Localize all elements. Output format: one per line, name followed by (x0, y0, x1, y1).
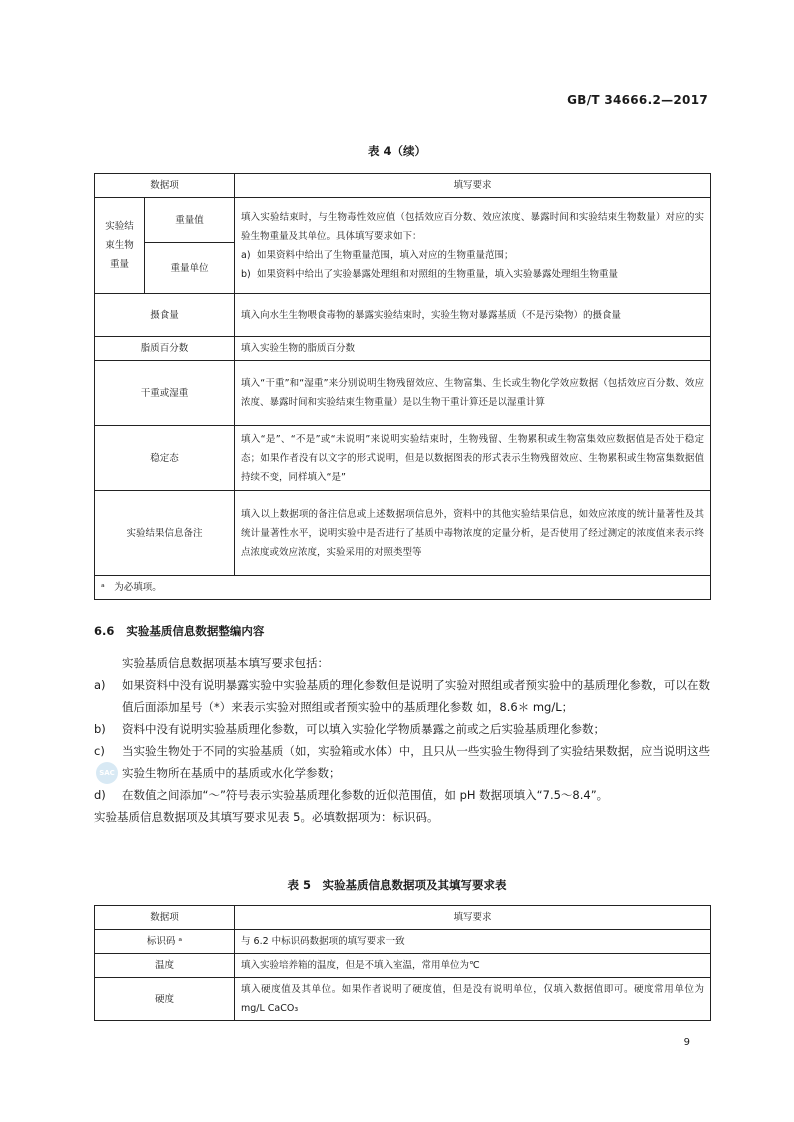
standard-code: GB/T 34666.2—2017 (567, 93, 708, 107)
table-row (95, 294, 711, 337)
requirement-cell: 填入向水生生物喂食毒物的暴露实验结束时，实验生物对暴露基质（不是污染物）的摄食量 (235, 294, 711, 337)
table-4 (94, 173, 711, 600)
item-cell: 实验结果信息备注 (95, 491, 235, 576)
sub-list-marker: a) (241, 249, 251, 261)
list-text: 在数值之间添加“～”符号表示实验基质理化参数的近似范围值，如 pH 数据项填入“7.5～8.4”。 (122, 788, 609, 802)
table-5-caption: 表 5 实验基质信息数据项及其填写要求表 (287, 878, 507, 892)
table-5 (94, 905, 711, 1021)
requirement-cell: 填入实验培养箱的温度，但是不填入室温，常用单位为℃ (235, 954, 711, 978)
list-text: 资料中没有说明实验基质理化参数，可以填入实验化学物质暴露之前或之后实验基质理化参数； (122, 722, 605, 736)
list-item (94, 740, 710, 784)
section-number: 6.6 (94, 624, 115, 638)
table-header-row (95, 906, 711, 930)
section-title: 实验基质信息数据整编内容 (126, 624, 265, 638)
item-cell: 温度 (95, 954, 235, 978)
table-row (95, 930, 711, 954)
requirement-cell: 填入“干重”和“湿重”来分别说明生物残留效应、生物富集、生长或生物化学效应数据（包括效应百分数、效应浓度、暴露时间和实验结束生物重量）是以生物干重计算还是以湿重计算 (235, 361, 711, 426)
sac-watermark-logo: SAC (96, 762, 118, 784)
sub-item-weight: 重量值 (145, 198, 235, 243)
table-row (95, 978, 711, 1021)
group-requirement-intro: 填入实验结束时，与生物毒性效应值（包括效应百分数、效应浓度、暴露时间和实验结束生物数量）对应的实验生物重量及其单位。具体填写要求如下： (241, 211, 705, 242)
list-item (94, 718, 710, 740)
table-footnote-row (95, 576, 711, 600)
section-heading (94, 623, 264, 639)
list-item (94, 674, 710, 718)
list-marker: c) (94, 744, 105, 758)
closing-paragraph: 实验基质信息数据项及其填写要求见表 5。必填数据项为：标识码。 (94, 810, 439, 824)
table-row (95, 491, 711, 576)
item-cell: 稳定态 (95, 426, 235, 491)
column-header-item: 数据项 (95, 174, 235, 198)
page-number: 9 (683, 1037, 690, 1048)
item-cell: 硬度 (95, 978, 235, 1021)
item-cell: 脂质百分数 (95, 337, 235, 361)
requirement-cell: 填入硬度值及其单位。如果作者说明了硬度值，但是没有说明单位，仅填入数据值即可。硬度常用单位为 mg/L CaCO₃ (235, 978, 711, 1021)
section-body (94, 652, 710, 828)
requirement-cell: 填入实验生物的脂质百分数 (235, 337, 711, 361)
column-header-item: 数据项 (95, 906, 235, 930)
sub-item-unit: 重量单位 (145, 243, 235, 294)
requirement-cell: 填入“是”、“不是”或“未说明”来说明实验结束时，生物残留、生物累积或生物富集效应数据值是否处于稳定态；如果作者没有以文字的形式说明，但是以数据图表的形式表示生物残留效应、生物累积或生物富集数据值持续不变，同样填入“是” (235, 426, 711, 491)
table-row (95, 954, 711, 978)
item-cell: 标识码 ᵃ (95, 930, 235, 954)
intro-paragraph: 实验基质信息数据项基本填写要求包括： (122, 656, 329, 670)
table-row (95, 337, 711, 361)
table-header-row (95, 174, 711, 198)
table-row (95, 426, 711, 491)
column-header-requirement: 填写要求 (235, 174, 711, 198)
requirement-cell: 与 6.2 中标识码数据项的填写要求一致 (235, 930, 711, 954)
list-text: 如果资料中没有说明暴露实验中实验基质的理化参数但是说明了实验对照组或者预实验中的基质理化参数，可以在数值后面添加星号（*）来表示实验对照组或者预实验中的基质理化参数 如，8.6＊ mg/L； (122, 678, 710, 714)
sub-list-marker: b) (241, 268, 251, 280)
group-label-cell: 实验结束生物重量 (95, 198, 145, 294)
table-row (95, 198, 711, 243)
column-header-requirement: 填写要求 (235, 906, 711, 930)
list-item (94, 784, 710, 806)
group-requirement-cell (235, 198, 711, 294)
list-marker: a) (94, 678, 106, 692)
requirement-cell: 填入以上数据项的备注信息或上述数据项信息外，资料中的其他实验结果信息，如效应浓度的统计量著性及其统计量著性水平，说明实验中是否进行了基质中毒物浓度的定量分析，是否使用了经过测定的浓度值来表示终点浓度或效应浓度，实验采用的对照类型等 (235, 491, 711, 576)
list-text: 当实验生物处于不同的实验基质（如，实验箱或水体）中，且只从一些实验生物得到了实验结果数据，应当说明这些实验生物所在基质中的基质或水化学参数； (122, 744, 710, 780)
list-marker: d) (94, 788, 106, 802)
table-4-caption: 表 4（续） (367, 144, 426, 158)
list-marker: b) (94, 722, 106, 736)
table-footnote: ᵃ 为必填项。 (95, 576, 711, 600)
sub-list-text: 如果资料中给出了生物重量范围，填入对应的生物重量范围； (257, 249, 514, 261)
table-row (95, 361, 711, 426)
item-cell: 摄食量 (95, 294, 235, 337)
item-cell: 干重或湿重 (95, 361, 235, 426)
sub-list-text: 如果资料中给出了实验暴露处理组和对照组的生物重量，填入实验暴露处理组生物重量 (257, 268, 619, 280)
sub-list-item (241, 246, 704, 265)
sub-list-item (241, 265, 704, 284)
